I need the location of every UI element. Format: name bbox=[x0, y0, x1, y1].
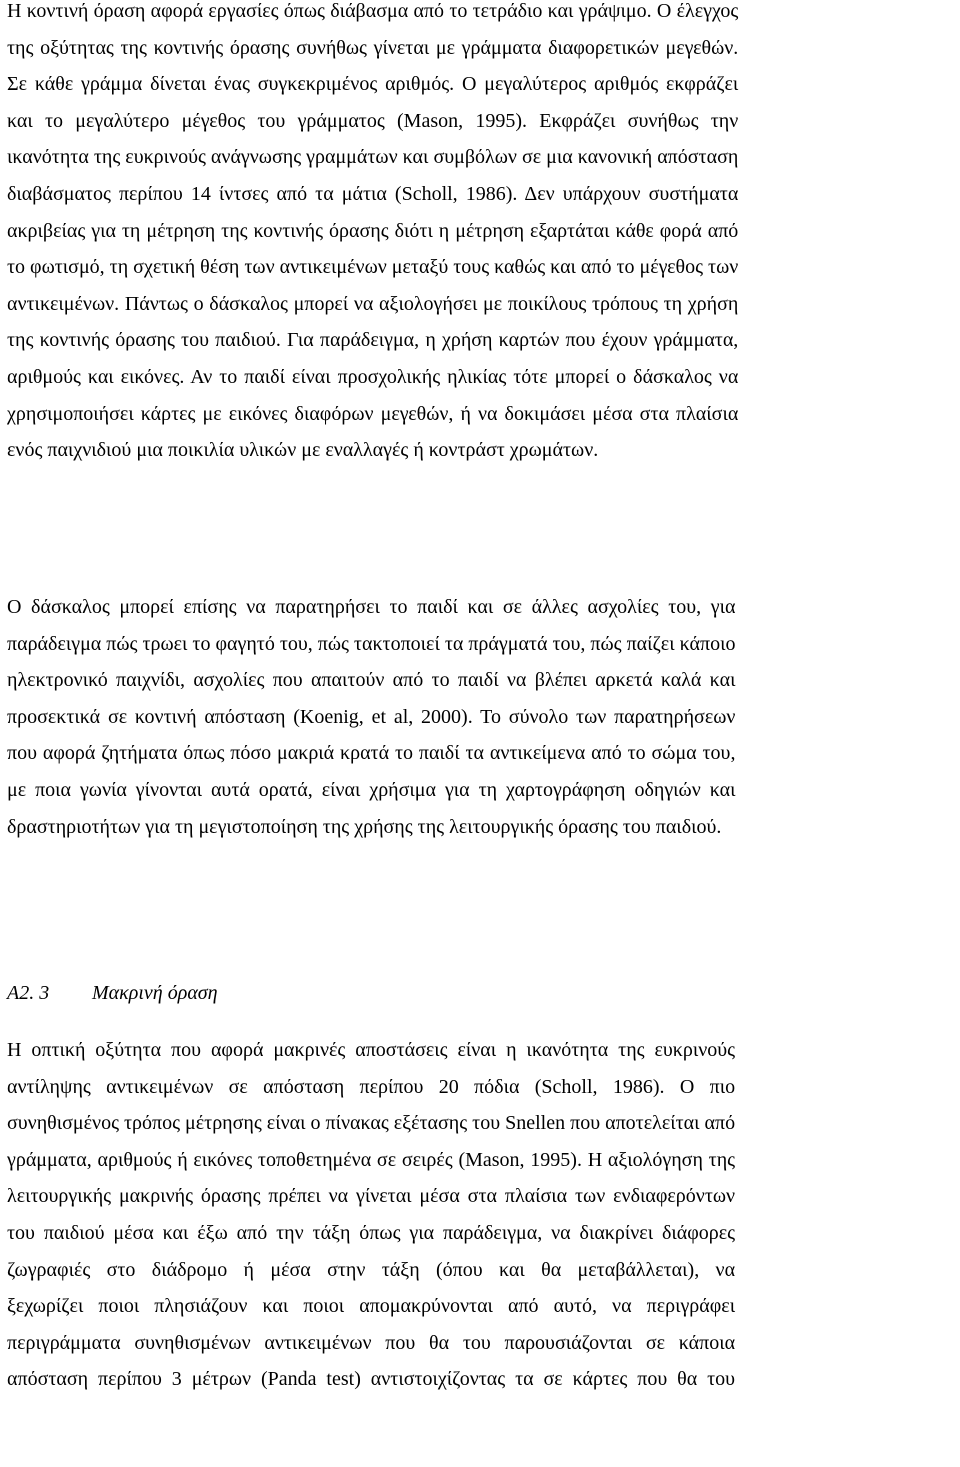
text-line: το φωτισμό, τη σχετική θέση των αντικειμένων μεταξύ τους καθώς και από το μέγεθος των bbox=[7, 256, 739, 279]
text-line: Η οπτική οξύτητα που αφορά μακρινές αποστάσεις είναι η ικανότητα της ευκρινούς bbox=[7, 1039, 736, 1061]
text-line: παράδειγμα πώς τρωει το φαγητό του, πώς τακτοποιεί τα πράγματά του, πώς παίζει κάποιο bbox=[7, 632, 736, 655]
text-line: λειτουργικής μακρινής όρασης πρέπει να γίνεται μέσα στα πλαίσια των ενδιαφερόντων bbox=[7, 1185, 736, 1208]
text-line: απόσταση περίπου 3 μέτρων (Panda test) αντιστοιχίζοντας τα σε κάρτες που θα του bbox=[7, 1368, 736, 1391]
text-line: του παιδιού μέσα και έξω από την τάξη όπως για παράδειγμα, να διακρίνει διάφορες bbox=[7, 1221, 736, 1244]
text-line: με ποια γωνία γίνονται αυτά ορατά, είναι χρήσιμα για τη χαρτογράφηση οδηγιών και bbox=[7, 778, 736, 801]
text-line: αντίληψης αντικειμένων σε απόσταση περίπου 20 πόδια (Scholl, 1986). Ο πιο bbox=[7, 1075, 736, 1098]
paragraph-distance-vision bbox=[7, 1032, 735, 1398]
text-line: και το μεγαλύτερο μέγεθος του γράμματος (Mason, 1995). Εκφράζει συνήθως την bbox=[7, 109, 739, 132]
text-line: ξεχωρίζει ποιοι πλησιάζουν και ποιοι απομακρύνονται από αυτό, να περιγράφει bbox=[7, 1295, 736, 1318]
text-line: ικανότητα της ευκρινούς ανάγνωσης γραμμάτων και συμβόλων σε μια κανονική απόσταση bbox=[7, 146, 739, 169]
text-line: που αφορά ζητήματα όπως πόσο μακριά κρατά το παιδί τα αντικείμενα από το σώμα του, bbox=[7, 742, 736, 765]
text-line: χρησιμοποιήσει κάρτες με εικόνες διαφόρων μεγεθών, ή να δοκιμάσει μέσα στα πλαίσια bbox=[7, 402, 739, 425]
text-line: αντικειμένων. Πάντως ο δάσκαλος μπορεί να αξιολογήσει με ποικίλους τρόπους τη χρήση bbox=[7, 292, 739, 315]
section-number: Α2. 3 bbox=[7, 982, 50, 1004]
paragraph-observation bbox=[7, 589, 735, 845]
text-line: ηλεκτρονικό παιχνίδι, ασχολίες που απαιτούν από το παιδί να βλέπει αρκετά καλά και bbox=[7, 669, 736, 692]
text-line: Ο δάσκαλος μπορεί επίσης να παρατηρήσει το παιδί και σε άλλες ασχολίες του, για bbox=[7, 596, 736, 618]
text-line: αριθμούς και εικόνες. Αν το παιδί είναι προσχολικής ηλικίας τότε μπορεί ο δάσκαλος να bbox=[7, 365, 739, 388]
text-line: ζωγραφιές στο διάδρομο ή μέσα στην τάξη (όπου και θα μεταβάλλεται), να bbox=[7, 1258, 736, 1281]
text-line: ενός παιχνιδιού μια ποικιλία υλικών με εναλλαγές ή κοντράστ χρωμάτων. bbox=[7, 439, 599, 462]
text-line: ακριβείας για τη μέτρηση της κοντινής όρασης διότι η μέτρηση εξαρτάται κάθε φορά από bbox=[7, 219, 739, 242]
section-title: Μακρινή όραση bbox=[92, 982, 218, 1004]
text-line: δραστηριοτήτων για τη μεγιστοποίηση της χρήσης της λειτουργικής όρασης του παιδιού. bbox=[7, 815, 722, 838]
section-heading bbox=[7, 975, 218, 1011]
text-line: συνηθισμένος τρόπος μέτρησης είναι ο πίνακας εξέτασης του Snellen που αποτελείται από bbox=[7, 1112, 736, 1135]
text-line: γράμματα, αριθμούς ή εικόνες τοποθετημένα σε σειρές (Mason, 1995). Η αξιολόγηση της bbox=[7, 1148, 736, 1171]
text-line: της οξύτητας της κοντινής όρασης συνήθως γίνεται με γράμματα διαφορετικών μεγεθών. bbox=[7, 36, 739, 59]
text-line: προσεκτικά σε κοντινή απόσταση (Koenig, et al, 2000). Το σύνολο των παρατηρήσεων bbox=[7, 705, 736, 728]
text-line: Η κοντινή όραση αφορά εργασίες όπως διάβασμα από το τετράδιο και γράψιμο. Ο έλεγχος bbox=[7, 0, 739, 22]
text-line: περιγράμματα συνηθισμένων αντικειμένων που θα του παρουσιάζονται σε κάποια bbox=[7, 1331, 736, 1354]
text-line: της κοντινής όρασης του παιδιού. Για παράδειγμα, η χρήση καρτών που έχουν γράμματα, bbox=[7, 329, 739, 352]
paragraph-near-vision bbox=[7, 0, 738, 469]
text-line: Σε κάθε γράμμα δίνεται ένας συγκεκριμένος αριθμός. Ο μεγαλύτερος αριθμός εκφράζει bbox=[7, 73, 739, 96]
text-line: διαβάσματος περίπου 14 ίντσες από τα μάτια (Scholl, 1986). Δεν υπάρχουν συστήματα bbox=[7, 182, 739, 205]
